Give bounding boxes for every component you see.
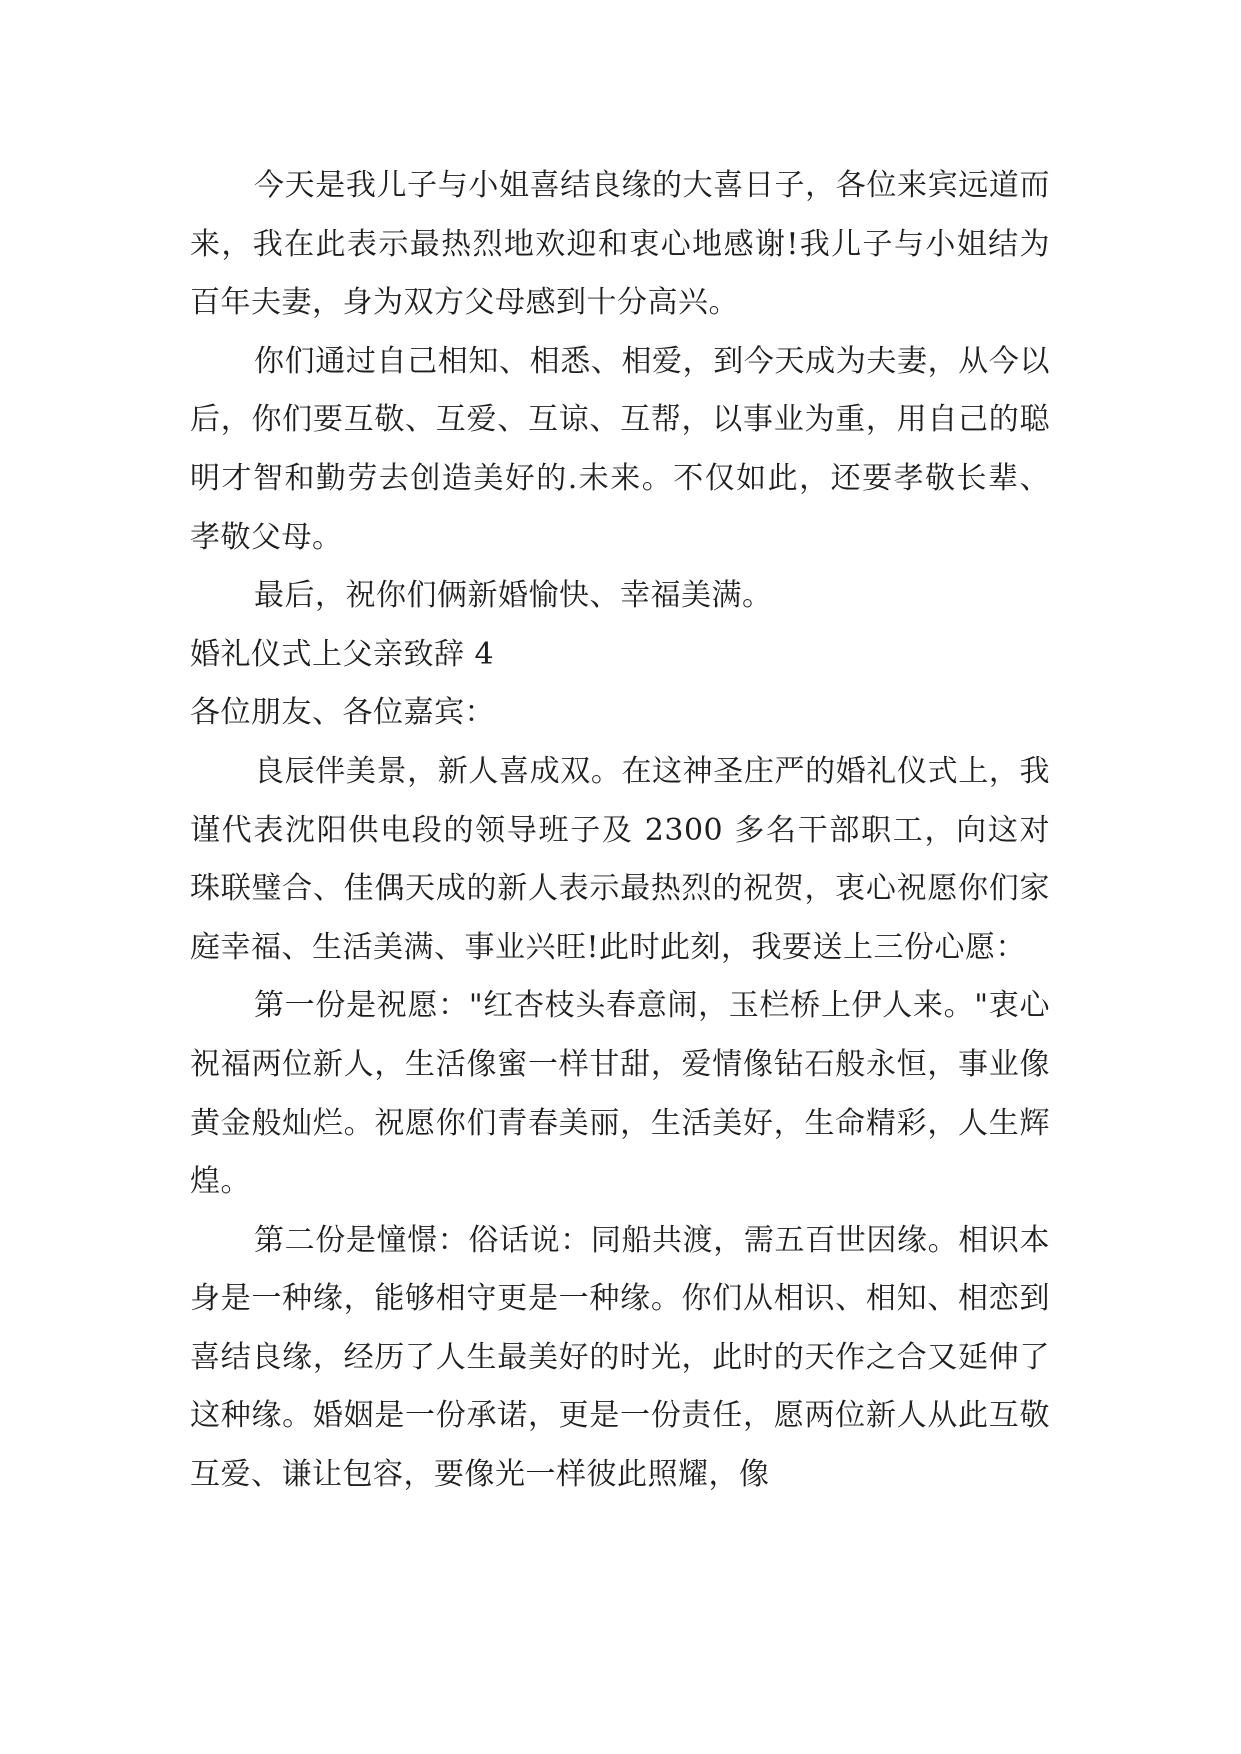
paragraph-1: 今天是我儿子与小姐喜结良缘的大喜日子，各位来宾远道而来，我在此表示最热烈地欢迎和衷心地感谢!我儿子与小姐结为百年夫妻，身为双方父母感到十分高兴。: [190, 168, 1050, 321]
paragraph-7: 第一份是祝愿："红杏枝头春意闹，玉栏桥上伊人来。"衷心祝福两位新人，生活像蜜一样甘甜，爱情像钻石般永恒，事业像黄金般灿烂。祝愿你们青春美丽，生活美好，生命精彩，人生辉煌。: [190, 988, 1050, 1200]
salutation: 各位朋友、各位嘉宾：: [190, 695, 495, 731]
paragraph-2: 你们通过自己相知、相悉、相爱，到今天成为夫妻，从今以后，你们要互敬、互爱、互谅、互帮，以事业为重，用自己的聪明才智和勤劳去创造美好的.未来。不仅如此，还要孝敬长辈、孝敬父母。: [190, 343, 1050, 555]
paragraph-8: 第二份是憧憬：俗话说：同船共渡，需五百世因缘。相识本身是一种缘，能够相守更是一种缘。你们从相识、相知、相恋到喜结良缘，经历了人生最美好的时光，此时的天作之合又延伸了这种缘。婚姻是一份承诺，更是一份责任，愿两位新人从此互敬互爱、谦让包容，要像光一样彼此照耀，像: [190, 1222, 1050, 1493]
section-heading: 婚礼仪式上父亲致辞 4: [190, 636, 495, 672]
paragraph-3: 最后，祝你们俩新婚愉快、幸福美满。: [254, 578, 773, 614]
paragraph-6: 良辰伴美景，新人喜成双。在这神圣庄严的婚礼仪式上，我谨代表沈阳供电段的领导班子及 2300 多名干部职工，向这对珠联璧合、佳偶天成的新人表示最热烈的祝贺，衷心祝愿你们家庭幸福、生活美满、事业兴旺!此时此刻，我要送上三份心愿：: [190, 753, 1050, 965]
document-body: [190, 157, 1050, 1505]
